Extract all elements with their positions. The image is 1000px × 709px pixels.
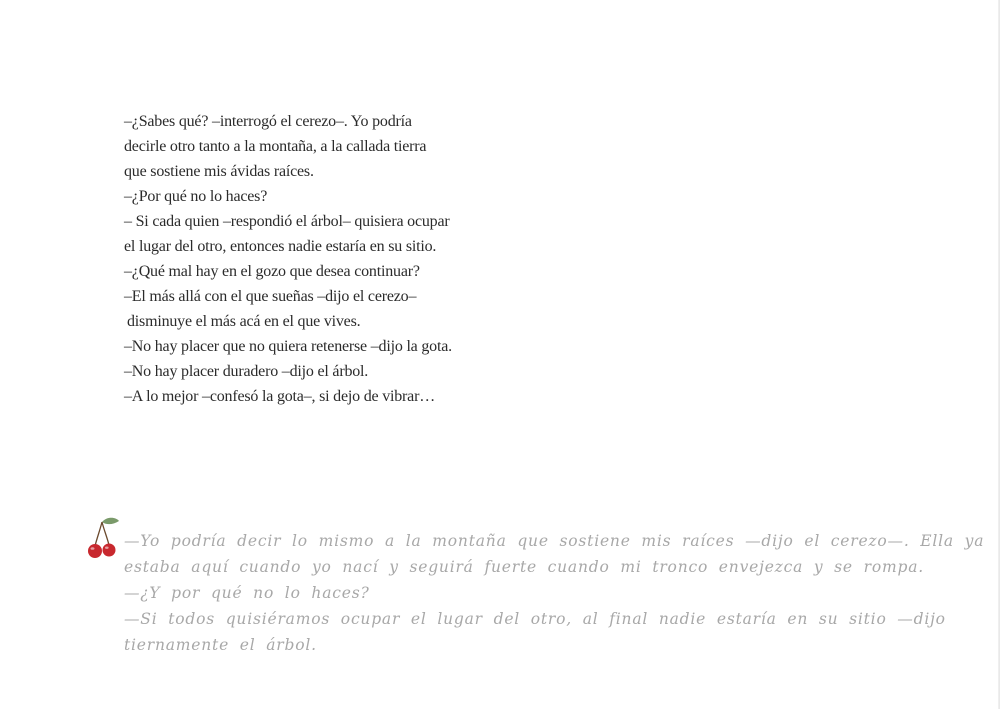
- main-text-block: [124, 109, 452, 409]
- cherry-fruit: [103, 544, 116, 557]
- script-text-line: —¿Y por qué no lo haces?: [124, 584, 370, 602]
- main-text-line: –No hay placer duradero –dijo el árbol.: [124, 363, 369, 380]
- leaf-shape: [102, 518, 119, 524]
- cherry-highlight: [105, 547, 109, 549]
- cherry-fruit: [88, 544, 102, 558]
- script-text-line: —Si todos quisiéramos ocupar el lugar del otro, al final nadie estaría en su sitio —dijo: [124, 610, 946, 628]
- main-text-line: –A lo mejor –confesó la gota–, si dejo de vibrar…: [124, 388, 436, 405]
- main-text-line: decirle otro tanto a la montaña, a la callada tierra: [124, 138, 427, 155]
- cherry-highlight: [91, 547, 95, 550]
- script-text-block: [124, 528, 985, 658]
- stem-line: [102, 522, 109, 545]
- main-text-line: el lugar del otro, entonces nadie estaría en su sitio.: [124, 238, 437, 255]
- main-text-line: –No hay placer que no quiera retenerse –dijo la gota.: [124, 338, 452, 355]
- main-text-line: –¿Por qué no lo haces?: [124, 188, 268, 205]
- script-text-line: —Yo podría decir lo mismo a la montaña que sostiene mis raíces —dijo el cerezo—. Ella ya: [124, 532, 985, 550]
- main-text-line: que sostiene mis ávidas raíces.: [124, 163, 314, 180]
- main-text-line: –¿Qué mal hay en el gozo que desea continuar?: [124, 263, 420, 280]
- stem-line: [95, 522, 102, 546]
- script-text-line: estaba aquí cuando yo nací y seguirá fuerte cuando mi tronco envejezca y se rompa.: [124, 558, 924, 576]
- cherry-icon: [84, 516, 120, 560]
- main-text-line: – Si cada quien –respondió el árbol– quisiera ocupar: [124, 213, 450, 230]
- main-text-line: disminuye el más acá en el que vives.: [127, 313, 361, 330]
- main-text-line: –El más allá con el que sueñas –dijo el cerezo–: [124, 288, 417, 305]
- main-text-line: –¿Sabes qué? –interrogó el cerezo–. Yo podría: [124, 113, 412, 130]
- script-text-line: tiernamente el árbol.: [124, 636, 317, 654]
